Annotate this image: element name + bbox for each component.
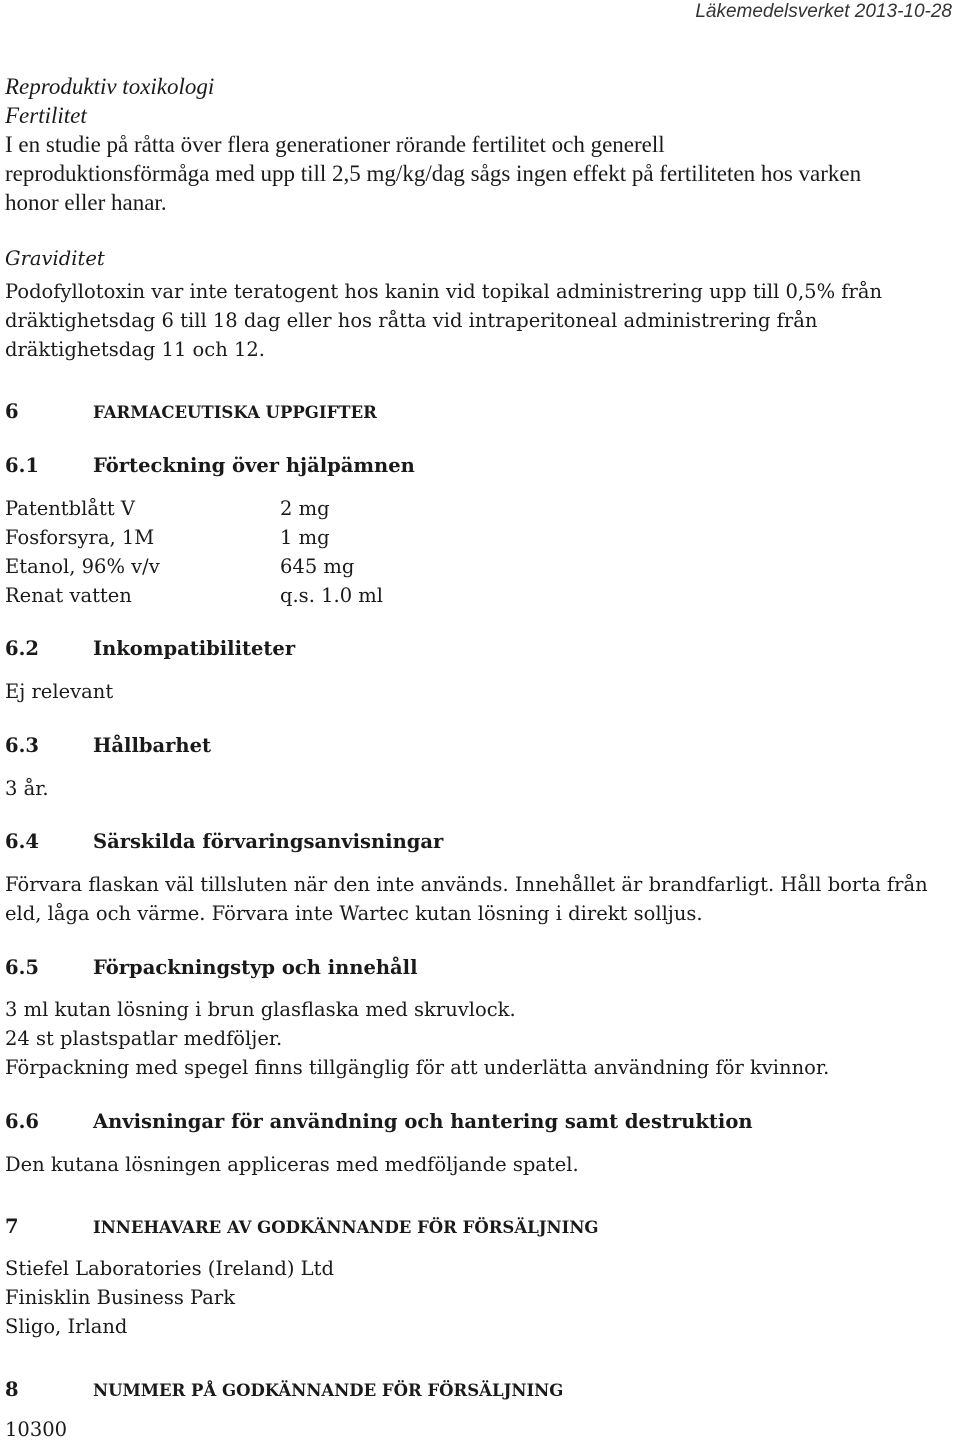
excipient-name: Renat vatten bbox=[5, 584, 132, 607]
package-line: 24 st plastspatlar medföljer. bbox=[5, 1027, 283, 1050]
section-number: 7 bbox=[5, 1215, 19, 1238]
section-title: NUMMER PÅ GODKÄNNANDE FÖR FÖRSÄLJNING bbox=[93, 1381, 564, 1400]
package-line: Förpackning med spegel finns tillgänglig för att underlätta användning för kvinnor. bbox=[5, 1056, 830, 1079]
subsection-number: 6.6 bbox=[5, 1110, 39, 1133]
subsection-title: Förteckning över hjälpämnen bbox=[93, 454, 415, 477]
section-number: 8 bbox=[5, 1378, 19, 1401]
section-6-6-heading bbox=[5, 1110, 753, 1133]
subsection-number: 6.2 bbox=[5, 637, 39, 660]
holder-address-line: Finisklin Business Park bbox=[5, 1286, 236, 1309]
approval-number: 10300 bbox=[5, 1418, 68, 1441]
subsection-title: Särskilda förvaringsanvisningar bbox=[93, 830, 444, 853]
section-7-heading bbox=[5, 1215, 599, 1238]
fertility-line: honor eller hanar. bbox=[5, 190, 167, 215]
subsection-title: Inkompatibiliteter bbox=[93, 637, 296, 660]
excipient-name: Fosforsyra, 1M bbox=[5, 526, 155, 549]
subsection-title: Hållbarhet bbox=[93, 734, 212, 757]
excipient-name: Patentblått V bbox=[5, 497, 135, 520]
section-6-3-heading bbox=[5, 734, 211, 757]
section-6-1-heading bbox=[5, 454, 415, 477]
excipient-amount: 645 mg bbox=[280, 555, 355, 578]
handling-text: Den kutana lösningen appliceras med medföljande spatel. bbox=[5, 1153, 579, 1176]
excipient-amount: 1 mg bbox=[280, 526, 330, 549]
subsection-number: 6.1 bbox=[5, 454, 39, 477]
section-6-4-heading bbox=[5, 830, 443, 853]
section-number: 6 bbox=[5, 400, 19, 423]
pregnancy-line: Podofyllotoxin var inte teratogent hos kanin vid topikal administrering upp till 0,5% från bbox=[5, 280, 883, 303]
fertility-line: reproduktionsförmåga med upp till 2,5 mg/kg/dag sågs ingen effekt på fertiliteten hos varken bbox=[5, 161, 862, 186]
holder-address-line: Stiefel Laboratories (Ireland) Ltd bbox=[5, 1257, 334, 1280]
section-title: INNEHAVARE AV GODKÄNNANDE FÖR FÖRSÄLJNING bbox=[93, 1218, 599, 1237]
subsection-title: Förpackningstyp och innehåll bbox=[93, 956, 418, 979]
excipient-amount: 2 mg bbox=[280, 497, 330, 520]
section-6-heading bbox=[5, 400, 377, 423]
subsection-number: 6.3 bbox=[5, 734, 39, 757]
pregnancy-subtitle: Graviditet bbox=[5, 247, 105, 270]
excipient-name: Etanol, 96% v/v bbox=[5, 555, 160, 578]
shelf-life-text: 3 år. bbox=[5, 777, 49, 800]
fertility-line: I en studie på råtta över flera generationer rörande fertilitet och generell bbox=[5, 132, 665, 157]
section-title: FARMACEUTISKA UPPGIFTER bbox=[93, 403, 377, 422]
pregnancy-line: dräktighetsdag 11 och 12. bbox=[5, 338, 265, 361]
subsection-number: 6.4 bbox=[5, 830, 39, 853]
holder-address-line: Sligo, Irland bbox=[5, 1315, 128, 1338]
page-header-date: Läkemedelsverket 2013-10-28 bbox=[695, 1, 952, 22]
subsection-title: Anvisningar för användning och hantering samt destruktion bbox=[93, 1110, 753, 1133]
subsection-number: 6.5 bbox=[5, 956, 39, 979]
section-8-heading bbox=[5, 1378, 563, 1401]
repro-title: Reproduktiv toxikologi bbox=[5, 74, 215, 99]
section-6-5-heading bbox=[5, 956, 418, 979]
storage-line: eld, låga och värme. Förvara inte Wartec kutan lösning i direkt solljus. bbox=[5, 902, 703, 925]
excipient-amount: q.s. 1.0 ml bbox=[280, 584, 384, 607]
section-6-2-heading bbox=[5, 637, 295, 660]
fertility-subtitle: Fertilitet bbox=[5, 103, 87, 128]
pregnancy-line: dräktighetsdag 6 till 18 dag eller hos råtta vid intraperitoneal administrering från bbox=[5, 309, 818, 332]
incompatibilities-text: Ej relevant bbox=[5, 680, 114, 703]
storage-line: Förvara flaskan väl tillsluten när den inte används. Innehållet är brandfarligt. Håll borta från bbox=[5, 873, 928, 896]
package-line: 3 ml kutan lösning i brun glasflaska med skruvlock. bbox=[5, 998, 516, 1021]
